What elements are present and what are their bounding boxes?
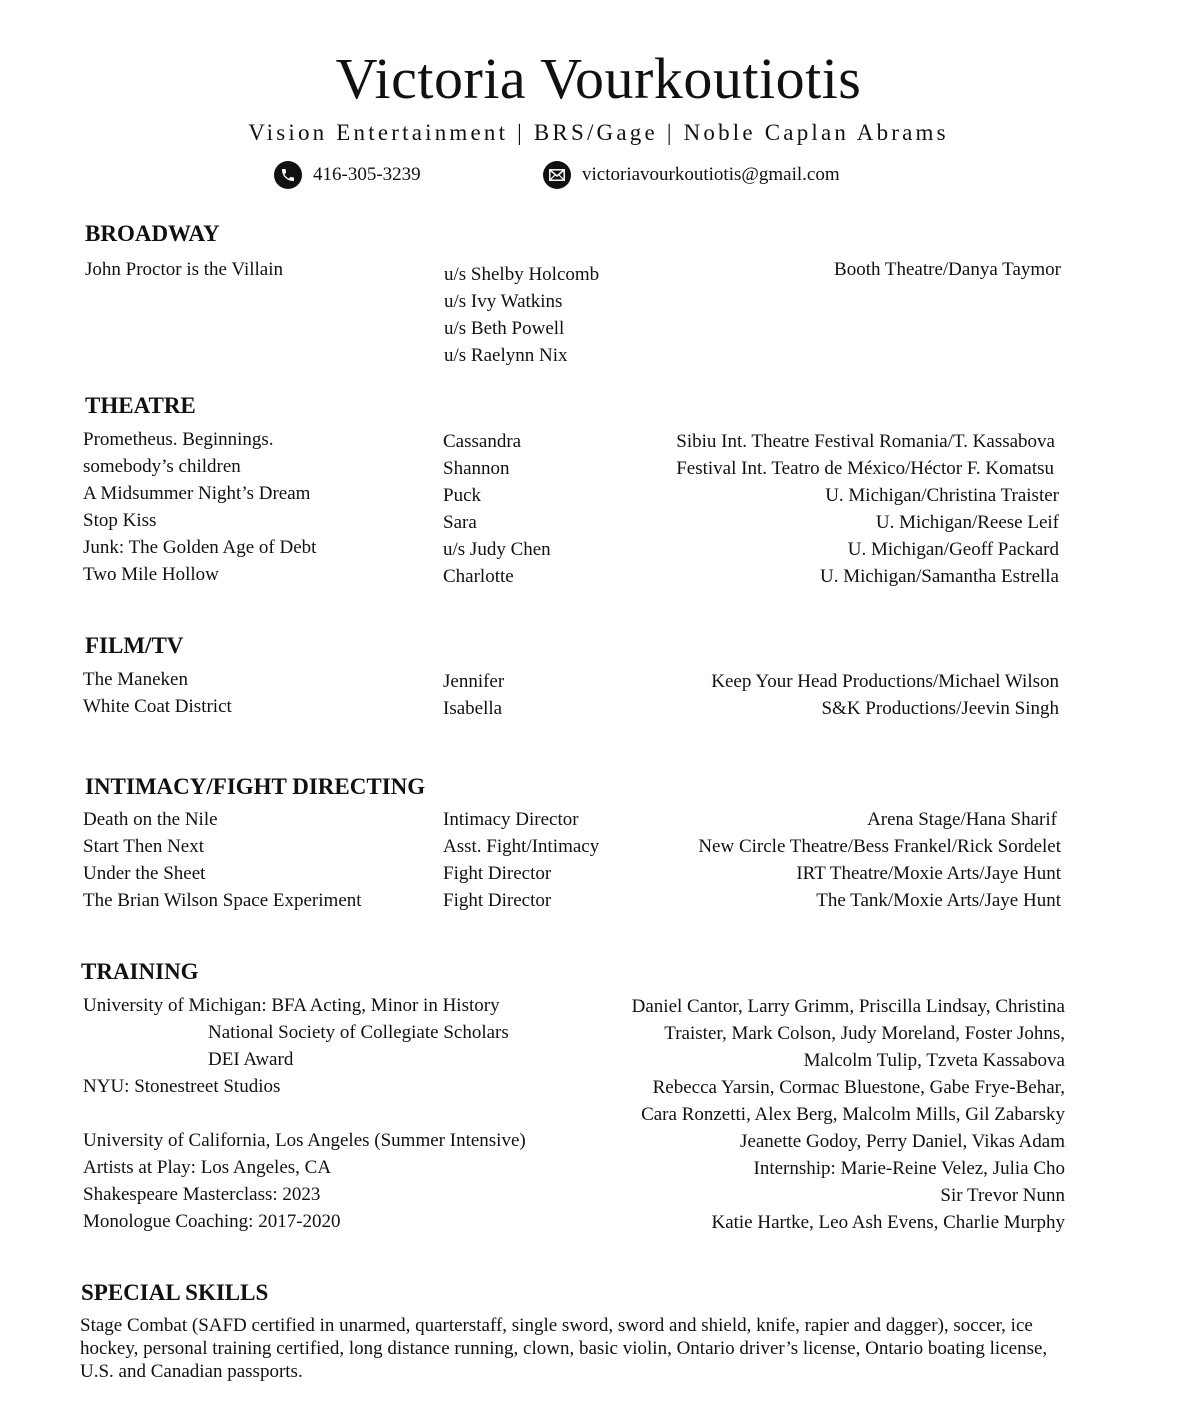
broadway-role: u/s Ivy Watkins bbox=[444, 291, 563, 312]
film-roles bbox=[443, 668, 504, 722]
training-teacher-line: Sir Trevor Nunn bbox=[940, 1185, 1065, 1206]
training-school: Shakespeare Masterclass: 2023 bbox=[83, 1184, 321, 1205]
theatre-role: Sara bbox=[443, 512, 477, 533]
skills-text: Stage Combat (SAFD certified in unarmed, quarterstaff, single sword, sword and shield, knife, rapier and dagger), soccer, ice hockey, personal training certified, long distance running, clown, basic violin, Ontario driver’s license, Ontario boating license, U.S. and Canadian passports. bbox=[80, 1315, 1048, 1382]
broadway-role: u/s Shelby Holcomb bbox=[444, 264, 600, 285]
film-venue: S&K Productions/Jeevin Singh bbox=[821, 698, 1059, 719]
intimacy-title: The Brian Wilson Space Experiment bbox=[83, 890, 362, 911]
training-teacher-line: Internship: Marie-Reine Velez, Julia Cho bbox=[753, 1158, 1065, 1179]
phone-number: 416-305-3239 bbox=[313, 164, 421, 185]
training-teacher-line: Katie Hartke, Leo Ash Evens, Charlie Murphy bbox=[711, 1212, 1065, 1233]
intimacy-venue: New Circle Theatre/Bess Frankel/Rick Sordelet bbox=[698, 836, 1061, 857]
broadway-role: u/s Raelynn Nix bbox=[444, 345, 568, 366]
theatre-role: Shannon bbox=[443, 458, 510, 479]
theatre-title: Stop Kiss bbox=[83, 510, 157, 531]
email-address[interactable]: victoriavourkoutiotis@gmail.com bbox=[582, 164, 840, 185]
theatre-title: A Midsummer Night’s Dream bbox=[83, 483, 311, 504]
theatre-venue: Festival Int. Teatro de México/Héctor F. Komatsu bbox=[676, 458, 1054, 479]
intimacy-title: Death on the Nile bbox=[83, 809, 218, 830]
film-heading: FILM/TV bbox=[85, 633, 184, 658]
intimacy-titles bbox=[83, 806, 362, 914]
intimacy-role: Fight Director bbox=[443, 863, 552, 884]
training-honor: DEI Award bbox=[208, 1049, 294, 1070]
theatre-title: Junk: The Golden Age of Debt bbox=[83, 537, 317, 558]
training-teacher-line: Traister, Mark Colson, Judy Moreland, Foster Johns, bbox=[664, 1023, 1065, 1044]
theatre-venue: U. Michigan/Geoff Packard bbox=[847, 539, 1059, 560]
agencies-line: Vision Entertainment | BRS/Gage | Noble Caplan Abrams bbox=[248, 120, 949, 145]
film-role: Jennifer bbox=[443, 671, 505, 692]
skills-heading: SPECIAL SKILLS bbox=[81, 1280, 269, 1305]
theatre-title: Prometheus. Beginnings. bbox=[83, 429, 274, 450]
training-school: Monologue Coaching: 2017-2020 bbox=[83, 1211, 341, 1232]
broadway-venue: Booth Theatre/Danya Taymor bbox=[834, 259, 1061, 280]
film-venue: Keep Your Head Productions/Michael Wilson bbox=[711, 671, 1059, 692]
theatre-roles bbox=[443, 428, 551, 590]
resume-name: Victoria Vourkoutiotis bbox=[335, 46, 862, 111]
training-teacher-line: Rebecca Yarsin, Cormac Bluestone, Gabe Frye-Behar, bbox=[652, 1077, 1065, 1098]
training-heading: TRAINING bbox=[81, 959, 199, 984]
training-schools bbox=[83, 992, 526, 1235]
training-school: University of California, Los Angeles (Summer Intensive) bbox=[83, 1130, 526, 1151]
intimacy-venue: Arena Stage/Hana Sharif bbox=[867, 809, 1057, 830]
training-spacer bbox=[83, 1100, 526, 1127]
intimacy-role: Asst. Fight/Intimacy bbox=[443, 836, 600, 857]
theatre-title: somebody’s children bbox=[83, 456, 241, 477]
intimacy-venue: The Tank/Moxie Arts/Jaye Hunt bbox=[816, 890, 1061, 911]
training-school: University of Michigan: BFA Acting, Minor in History bbox=[83, 995, 500, 1016]
broadway-roles bbox=[444, 261, 599, 369]
theatre-venue: U. Michigan/Samantha Estrella bbox=[819, 566, 1059, 587]
theatre-venues bbox=[676, 428, 1059, 590]
training-teacher-line: Cara Ronzetti, Alex Berg, Malcolm Mills, Gil Zabarsky bbox=[641, 1104, 1065, 1125]
theatre-role: u/s Judy Chen bbox=[443, 539, 551, 560]
intimacy-heading: INTIMACY/FIGHT DIRECTING bbox=[85, 774, 426, 799]
broadway-heading: BROADWAY bbox=[85, 221, 220, 246]
theatre-venue: U. Michigan/Reese Leif bbox=[875, 512, 1059, 533]
intimacy-role: Intimacy Director bbox=[443, 809, 579, 830]
training-honor: National Society of Collegiate Scholars bbox=[208, 1022, 509, 1043]
film-title: White Coat District bbox=[83, 696, 232, 717]
theatre-role: Puck bbox=[443, 485, 481, 506]
film-role: Isabella bbox=[443, 698, 503, 719]
broadway-show: John Proctor is the Villain bbox=[85, 259, 283, 280]
intimacy-title: Under the Sheet bbox=[83, 863, 206, 884]
phone-contact bbox=[274, 160, 421, 190]
email-icon bbox=[543, 161, 571, 189]
theatre-heading: THEATRE bbox=[85, 393, 196, 418]
training-school: NYU: Stonestreet Studios bbox=[83, 1076, 281, 1097]
email-contact bbox=[543, 160, 840, 190]
film-venues bbox=[711, 668, 1059, 722]
intimacy-roles bbox=[443, 806, 599, 914]
broadway-role: u/s Beth Powell bbox=[444, 318, 565, 339]
theatre-titles bbox=[83, 426, 316, 588]
theatre-role: Cassandra bbox=[443, 431, 522, 452]
intimacy-venue: IRT Theatre/Moxie Arts/Jaye Hunt bbox=[796, 863, 1061, 884]
theatre-venue: U. Michigan/Christina Traister bbox=[825, 485, 1059, 506]
training-teacher-line: Jeanette Godoy, Perry Daniel, Vikas Adam bbox=[740, 1131, 1065, 1152]
film-title: The Maneken bbox=[83, 669, 188, 690]
training-teacher-line: Daniel Cantor, Larry Grimm, Priscilla Lindsay, Christina bbox=[631, 996, 1065, 1017]
intimacy-role: Fight Director bbox=[443, 890, 552, 911]
theatre-title: Two Mile Hollow bbox=[83, 564, 219, 585]
training-teacher-line: Malcolm Tulip, Tzveta Kassabova bbox=[803, 1050, 1065, 1071]
intimacy-venues bbox=[698, 806, 1061, 914]
training-teachers bbox=[632, 993, 1065, 1236]
training-school: Artists at Play: Los Angeles, CA bbox=[83, 1157, 332, 1178]
intimacy-title: Start Then Next bbox=[83, 836, 205, 857]
theatre-venue: Sibiu Int. Theatre Festival Romania/T. Kassabova bbox=[676, 431, 1055, 452]
phone-icon bbox=[274, 161, 302, 189]
theatre-role: Charlotte bbox=[443, 566, 514, 587]
film-titles bbox=[83, 666, 232, 720]
